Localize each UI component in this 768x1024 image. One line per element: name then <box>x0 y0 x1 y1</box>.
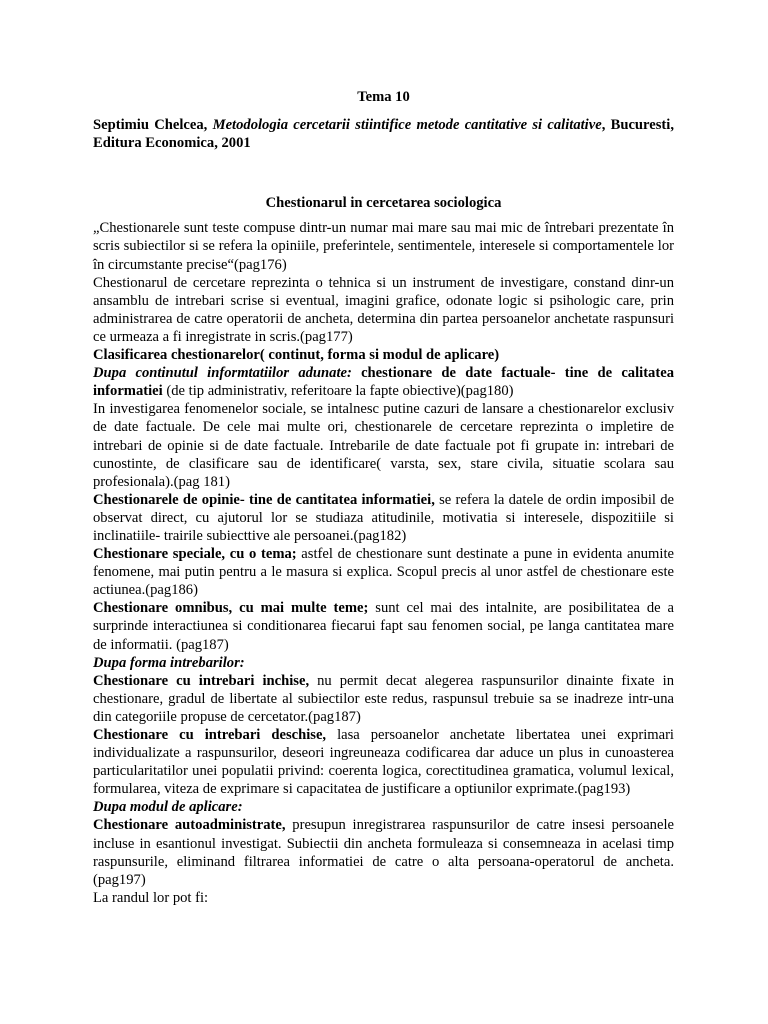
reference-publisher: , Bucuresti, Editura Economica, 2001 <box>93 117 674 152</box>
reference-book-title: Metodologia cercetarii stiintifice metode cantitative si calitative <box>212 117 602 134</box>
lead-bold: chestionare de date factuale- tine de calitatea informatiei <box>93 365 674 400</box>
lead-bold: Chestionare cu intrebari deschise, <box>93 727 327 743</box>
paragraph-self-administered <box>93 816 674 888</box>
subheading-application-mode <box>93 798 674 816</box>
document-page <box>93 88 674 907</box>
paragraph-text: La randul lor pot fi: <box>93 889 209 906</box>
classification-heading <box>93 346 674 364</box>
lead-bold: Chestionare omnibus, cu mai multe teme; <box>93 600 369 617</box>
paragraph-text: se refera la datele de ordin imposibil de observat direct, cu ajutorul lor se studiaza atitudinile, motivatia si interesele, dispozitiile si inclinatiile- trairile subiecttive ale persoanei.(pag182) <box>93 491 674 544</box>
paragraph-text: In investigarea fenomenelor sociale, se intalnesc putine cazuri de lansare a chestionarelor exclusiv de date factuale. De cele mai multe ori, chestionarele de cercetare reprezinta o impletire de intrebari de opinie si de date factuale. Intrebarile de date factuale pot fi grupate in: intrebari de cunostinte, de clasificare sau de identificare( varsta, sex, stare civila, situatie scolara sau profesionala).(pag 181) <box>93 401 674 490</box>
lead-bold: Chestionare autoadministrate, <box>93 817 286 834</box>
document-body <box>93 219 674 907</box>
lead-bold: Chestionare speciale, cu o tema; <box>93 546 297 563</box>
heading-text: Clasificarea chestionarelor( continut, forma si modul de aplicare) <box>93 347 500 364</box>
paragraph-opinion <box>93 491 674 545</box>
paragraph-text: lasa persoanelor anchetate libertatea unei exprimari individualizate a raspunsurilor, deseori ingreuneaza codificarea dar aduce un plus in cunoasterea particularitatilor unei populatii privind: coerenta logica, corectitudinea gramatica, volumul lexical, formularea, viteza de exprimare si capacitatea de justificare a optiunilor exprimate.(pag193) <box>93 727 674 798</box>
paragraph-definition <box>93 219 674 273</box>
paragraph-content-criterion <box>93 364 674 400</box>
paragraph-text: „Chestionarele sunt teste compuse dintr-un numar mai mare sau mai mic de întrebari prezentate în scris subiectilor si se refera la opiniile, preferintele, sentimentele, interesele si comportamentele lor în circumstante precise“(pag176) <box>93 220 674 273</box>
subheading-text: Dupa forma intrebarilor: <box>93 654 245 671</box>
paragraph-text: nu permit decat alegerea raspunsurilor dinainte fixate in chestionare, gradul de libertate al subiectilor este redus, raspunsul trebuie sa se inadreze intr-una din categoriile propuse de cercetator.(pag187) <box>93 672 674 725</box>
reference-author: Septimiu Chelcea, <box>93 117 208 134</box>
subheading-text: Dupa modul de aplicare: <box>93 799 243 816</box>
paragraph-closing <box>93 889 674 907</box>
subheading-question-form <box>93 654 674 672</box>
paragraph-text: Chestionarul de cercetare reprezinta o tehnica si un instrument de investigare, constand dinr-un ansamblu de intrebari scrise si eventual, imagini grafice, odonate logic si psihologic care, prin administrarea de catre operatorii de ancheta, determina din partea persoanelor anchetate raspunsuri ce urmeaza a fi inregistrate in scris.(pag177) <box>93 274 674 345</box>
section-title: Chestionarul in cercetarea sociologica <box>265 195 502 212</box>
paragraph-text: (de tip administrativ, referitoare la fapte obiective)(pag180) <box>162 383 514 400</box>
lead-bold: Chestionarele de opinie- tine de cantitatea informatiei, <box>93 491 435 508</box>
paragraph-omnibus <box>93 599 674 653</box>
paragraph-special <box>93 545 674 599</box>
bibliographic-reference <box>93 116 674 152</box>
paragraph-closed-questions <box>93 672 674 726</box>
paragraph-text: sunt cel mai des intalnite, are posibilitatea de a surprinde interactiunea si conditionarea fiecarui fapt sau fenomen social, pe langa cantitatea mare de informatii. (pag187) <box>93 600 674 653</box>
lead-italic: Dupa continutul informtatiilor adunate: <box>93 365 352 382</box>
paragraph-text: presupun inregistrarea raspunsurilor de catre insesi persoanele incluse in esantionul investigat. Subiectii din ancheta formuleaza si consemneaza in acelasi timp raspunsurile, eliminand filtrarea informatiei de catre o alta persoana-operatorul de ancheta.(pag197) <box>93 817 674 888</box>
lead-bold: Chestionare cu intrebari inchise, <box>93 672 310 689</box>
paragraph-open-questions <box>93 726 674 798</box>
paragraph-factual-data <box>93 400 674 490</box>
paragraph-text: astfel de chestionare sunt destinate a pune in evidenta anumite fenomene, mai putin pentru a le masura si explica. Scopul precis al unor astfel de chestionare este actiunea.(pag186) <box>93 546 674 599</box>
document-heading: Tema 10 <box>357 89 410 105</box>
paragraph-research-questionnaire <box>93 274 674 346</box>
